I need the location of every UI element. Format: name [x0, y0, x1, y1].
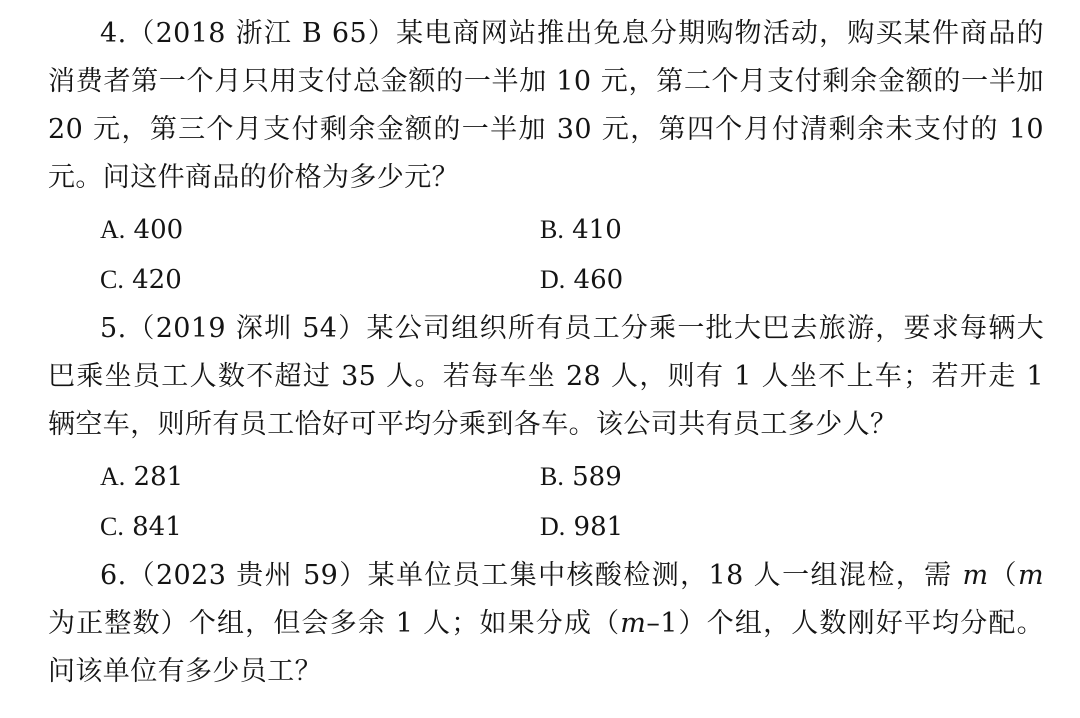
question-text: –1）个组，人数刚好平均分配。问该单位有多少员工？	[48, 608, 1044, 687]
answer-options	[100, 205, 1044, 305]
question-number: 5.	[100, 313, 127, 344]
option-d	[540, 255, 980, 305]
option-a	[100, 452, 540, 502]
option-value: 841	[132, 512, 182, 542]
option-value: 281	[133, 462, 184, 492]
option-value: 460	[573, 265, 624, 295]
option-label: C.	[100, 265, 124, 294]
option-value: 420	[132, 265, 182, 295]
option-value: 400	[133, 215, 184, 245]
option-label: B.	[540, 215, 564, 244]
option-label: D.	[540, 265, 566, 294]
option-b	[540, 452, 980, 502]
question-5	[48, 305, 1044, 552]
option-b	[540, 205, 980, 255]
option-d	[540, 502, 980, 552]
option-label: A.	[100, 462, 126, 491]
question-stem	[48, 305, 1044, 449]
question-text: 某电商网站推出免息分期购物活动，购买某件商品的消费者第一个月只用支付总金额的一半加 10 元，第二个月支付剩余金额的一半加 20 元，第三个月支付剩余金额的一半加 30 元，第四个月付清剩余未支付的 10 元。问这件商品的价格为多少元？	[48, 18, 1044, 193]
answer-options	[100, 452, 1044, 552]
question-text: 某单位员工集中核酸检测，18 人一组混检，需	[367, 560, 963, 591]
option-a	[100, 205, 540, 255]
question-source: （2023 贵州 59）	[126, 560, 368, 591]
question-6	[48, 552, 1044, 696]
option-c	[100, 255, 540, 305]
option-value: 981	[573, 512, 624, 542]
option-label: D.	[540, 512, 566, 541]
question-source: （2019 深圳 54）	[126, 313, 367, 344]
question-text: （	[988, 560, 1018, 591]
question-text: 为正整数）个组，但会多余 1 人；如果分成（	[48, 608, 621, 639]
option-label: B.	[540, 462, 564, 491]
option-value: 410	[572, 215, 622, 245]
option-c	[100, 502, 540, 552]
option-value: 589	[572, 462, 622, 492]
question-number: 4.	[100, 18, 127, 49]
question-number: 6.	[100, 560, 127, 591]
variable-m: m	[620, 608, 647, 639]
variable-m: m	[962, 560, 989, 591]
option-label: C.	[100, 512, 124, 541]
option-label: A.	[100, 215, 126, 244]
question-stem	[48, 10, 1044, 202]
question-source: （2018 浙江 B 65）	[126, 18, 397, 49]
variable-m: m	[1017, 560, 1044, 591]
question-text: 某公司组织所有员工分乘一批大巴去旅游，要求每辆大巴乘坐员工人数不超过 35 人。若每车坐 28 人，则有 1 人坐不上车；若开走 1 辆空车，则所有员工恰好可平均分乘到各车。该公司共有员工多少人？	[48, 313, 1044, 440]
question-4	[48, 10, 1044, 305]
question-stem	[48, 552, 1044, 696]
